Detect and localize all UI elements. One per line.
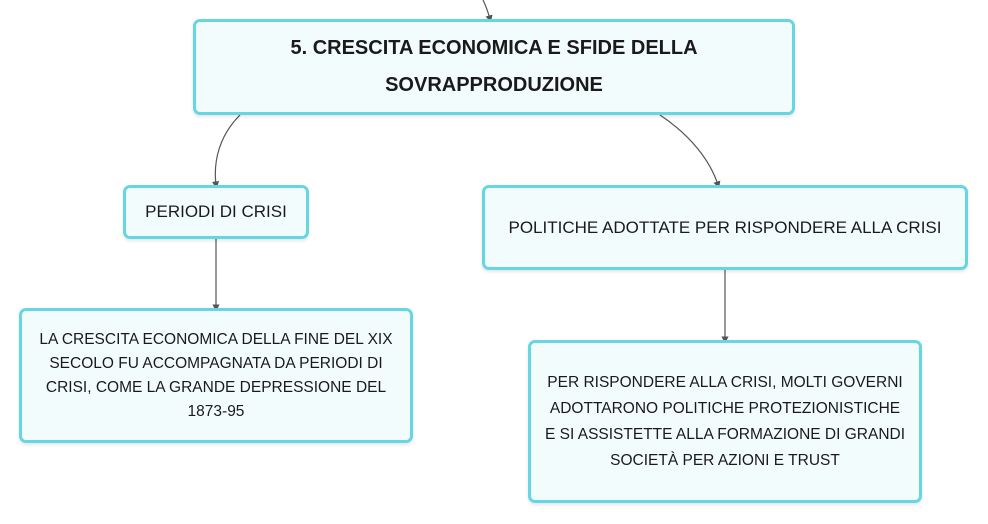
periodi-di-crisi-node[interactable] [123, 185, 309, 239]
connector-main-to-periodi [215, 115, 240, 185]
periodi-di-crisi-label: PERIODI DI CRISI [145, 202, 287, 221]
crescita-economica-node[interactable] [19, 308, 413, 443]
politiche-adottate-label: POLITICHE ADOTTATE PER RISPONDERE ALLA CRISI [508, 217, 942, 237]
main-topic-node[interactable] [193, 19, 795, 115]
risposta-crisi-node[interactable] [528, 340, 922, 503]
politiche-adottate-node[interactable] [482, 185, 968, 270]
connector-parent-to-main [483, 0, 490, 19]
risposta-crisi-text: PER RISPONDERE ALLA CRISI, MOLTI GOVERNI ADOTTARONO POLITICHE PROTEZIONISTICHE E SI ASSISTETTE ALLA FORMAZIONE DI GRANDI SOCIETÀ PER AZIONI E TRUST [544, 373, 906, 469]
main-topic-title: 5. CRESCITA ECONOMICA E SFIDE DELLA SOVRAPPRODUZIONE [290, 37, 698, 96]
crescita-economica-text: LA CRESCITA ECONOMICA DELLA FINE DEL XIX SECOLO FU ACCOMPAGNATA DA PERIODI DI CRISI, COME LA GRANDE DEPRESSIONE DEL 1873-95 [39, 330, 393, 420]
connector-main-to-politiche [660, 115, 718, 185]
